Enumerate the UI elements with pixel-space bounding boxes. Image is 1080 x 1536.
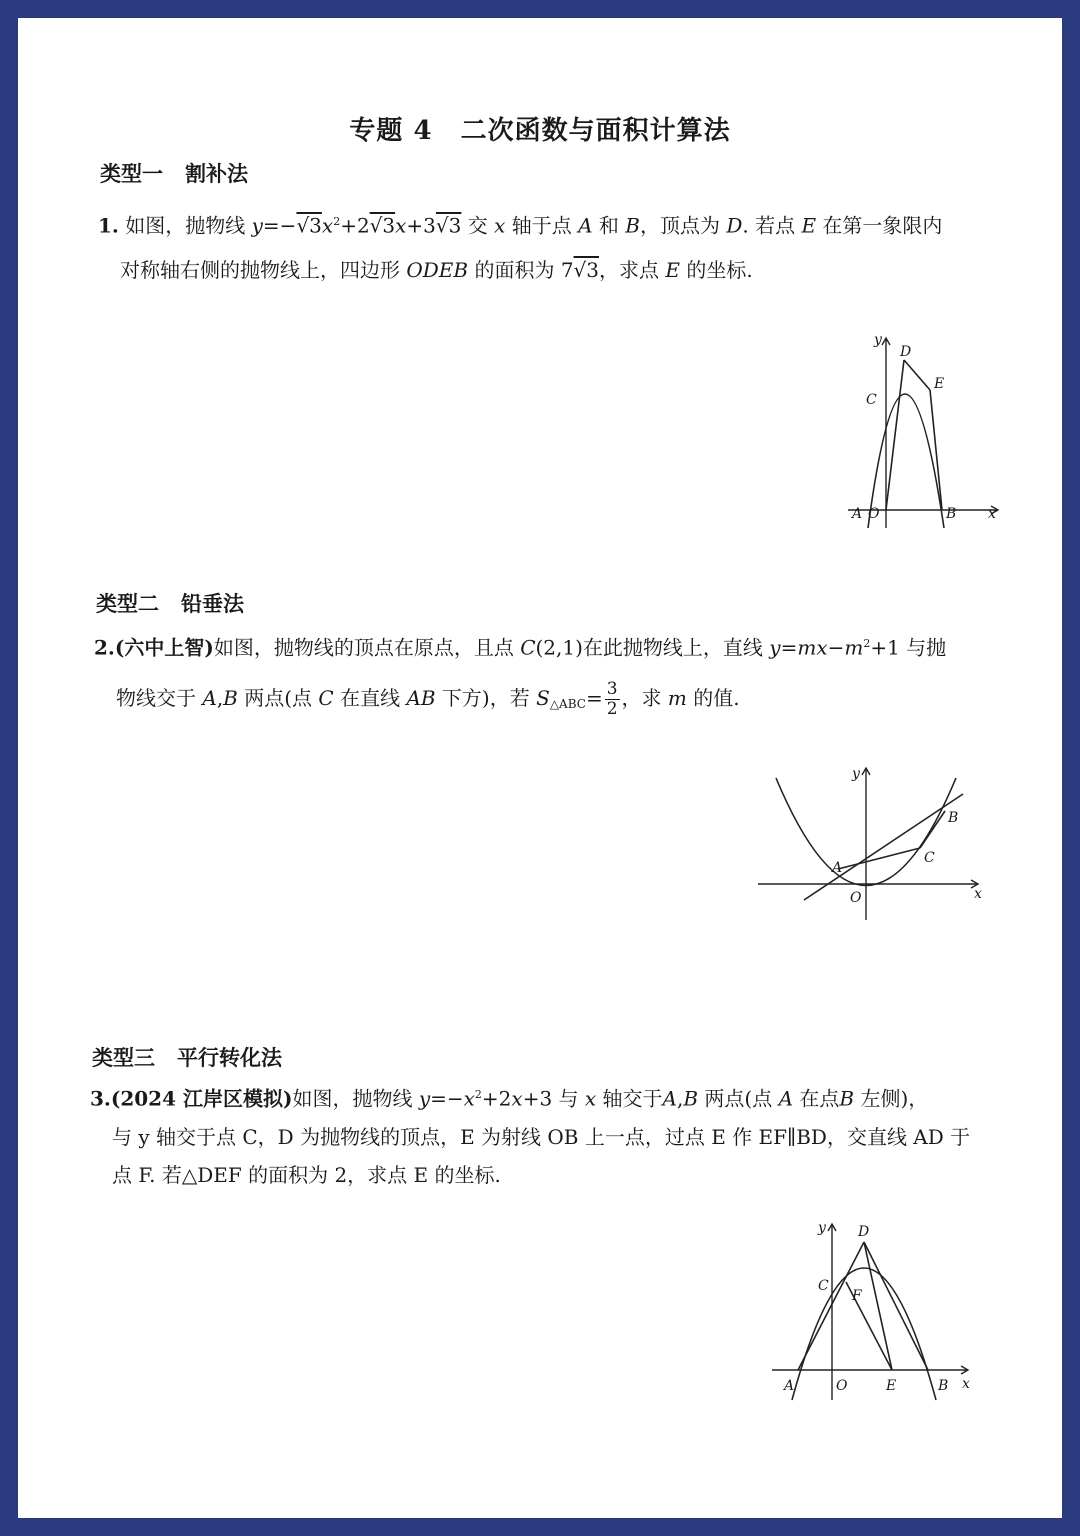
parabola-curve xyxy=(792,1268,936,1400)
page-title xyxy=(18,110,1062,147)
problem-text: 轴于点 xyxy=(505,213,579,238)
problem-2-line-1: 2.(六中上智)如图，抛物线的顶点在原点，且点 C(2,1)在此抛物线上，直线 $y=mx-m^2+1$ 与抛 xyxy=(94,635,947,660)
label-o: O xyxy=(868,506,880,522)
segment-ac xyxy=(838,848,920,869)
problem-3-line-1: 3.(2024 江岸区模拟)如图，抛物线 $y=-x^2+2x+3$ 与 x 轴交于A,B 两点(点 A 在点B 左侧)， xyxy=(90,1086,929,1111)
problem-text: ，顶点为 xyxy=(639,213,727,238)
problem-text: ，求 xyxy=(621,685,668,710)
label-c: C xyxy=(924,850,935,866)
label-c: C xyxy=(866,392,877,408)
problem-text: 下方)，若 xyxy=(435,685,537,710)
section-name: 割补法 xyxy=(185,162,248,186)
label-d: D xyxy=(858,1224,870,1240)
line-ad xyxy=(798,1242,864,1370)
problem-number: 1. xyxy=(98,213,119,238)
section-label: 类型一 xyxy=(100,162,163,186)
figure-2-parabola xyxy=(748,748,998,928)
section-name: 平行转化法 xyxy=(177,1046,282,1070)
segment-de xyxy=(904,360,930,390)
label-o: O xyxy=(836,1378,848,1394)
title-name: 二次函数与面积计算法 xyxy=(460,116,731,146)
problem-text: 对称轴右侧的抛物线上，四边形 xyxy=(120,257,407,282)
problem-text: 和 xyxy=(592,213,626,238)
figure-3-parabola xyxy=(768,1218,988,1418)
label-a: A xyxy=(784,1378,795,1394)
problem-text: . 若点 xyxy=(742,213,802,238)
label-e: E xyxy=(934,376,945,392)
problem-text: 两点(点 xyxy=(698,1086,779,1111)
problem-3 xyxy=(90,1076,970,1194)
problem-text: 物线交于 xyxy=(116,685,203,710)
segment-cb xyxy=(920,811,945,848)
problem-3-line-2: 与 y 轴交于点 C，D 为抛物线的顶点，E 为射线 OB 上一点，过点 E 作 EF∥BD，交直线 AD 于 xyxy=(112,1124,971,1149)
label-f: F xyxy=(852,1288,862,1304)
problem-number: 3. xyxy=(90,1086,111,1111)
section-heading-2 xyxy=(96,588,244,618)
document-page xyxy=(18,18,1062,1518)
problem-text: 与 xyxy=(552,1086,585,1111)
problem-source: (六中上智) xyxy=(114,635,214,660)
title-topic: 专题 4 xyxy=(349,116,433,146)
problem-text: 如图，抛物线 xyxy=(292,1086,419,1111)
label-c: C xyxy=(818,1278,829,1294)
segment-de xyxy=(864,1242,892,1370)
problem-text: 两点(点 xyxy=(237,685,319,710)
problem-source: (2024 江岸区模拟) xyxy=(110,1086,293,1111)
section-name: 铅垂法 xyxy=(181,592,244,616)
problem-text: 与抛 xyxy=(899,635,947,660)
problem-1-line-2: 对称轴右侧的抛物线上，四边形 ODEB 的面积为 7√3，求点 E 的坐标. xyxy=(120,257,753,282)
problem-text: 的坐标. xyxy=(679,257,753,282)
label-b: B xyxy=(948,810,959,826)
label-b: B xyxy=(946,506,957,522)
figure-1-parabola xyxy=(838,318,1018,538)
label-x: x xyxy=(962,1376,970,1392)
problem-2 xyxy=(94,622,974,732)
problem-text: 在直线 xyxy=(333,685,407,710)
problem-text: 的值. xyxy=(686,685,740,710)
problem-2-line-2: 物线交于 A,B 两点(点 C 在直线 AB 下方)，若 $S_{\triangle ABC}=$ $\frac{3}{2}$ ，求 m 的值. xyxy=(116,678,740,719)
fraction xyxy=(605,680,620,719)
problem-text: 轴交于 xyxy=(596,1086,663,1111)
section-label: 类型二 xyxy=(96,592,159,616)
problem-text: 在第一象限内 xyxy=(816,213,943,238)
problem-text: (2,1)在此抛物线上，直线 xyxy=(535,635,770,660)
problem-text: ，求点 xyxy=(599,257,666,282)
fraction-numerator: 3 xyxy=(606,678,618,699)
section-heading-1 xyxy=(100,158,248,188)
label-y: y xyxy=(818,1220,826,1236)
problem-1-line-1: 1. 如图，抛物线 $y=-√3x^2+2√3x+3√3$ 交 x 轴于点 A 和 B，顶点为 D. 若点 E 在第一象限内 xyxy=(98,213,943,238)
problem-text: 的面积为 xyxy=(468,257,561,282)
section-heading-3 xyxy=(92,1042,282,1072)
label-a: A xyxy=(852,506,863,522)
label-x: x xyxy=(988,506,996,522)
fraction-denominator: 2 xyxy=(606,698,618,719)
problem-1 xyxy=(98,200,978,292)
problem-text: 如图，抛物线的顶点在原点，且点 xyxy=(213,635,521,660)
problem-number: 2. xyxy=(94,635,115,660)
segment-db xyxy=(864,1242,928,1370)
problem-text: 在点 xyxy=(793,1086,840,1111)
label-b: B xyxy=(938,1378,949,1394)
label-y: y xyxy=(874,332,882,348)
label-x: x xyxy=(974,886,982,902)
problem-3-line-3: 点 F. 若△DEF 的面积为 2，求点 E 的坐标. xyxy=(112,1162,501,1187)
problem-text: 交 xyxy=(461,213,495,238)
label-a: A xyxy=(832,860,843,876)
problem-text: 左侧)， xyxy=(854,1086,929,1111)
label-o: O xyxy=(850,890,862,906)
problem-text: 如图，抛物线 xyxy=(125,213,252,238)
section-label: 类型三 xyxy=(92,1046,155,1070)
label-y: y xyxy=(852,766,860,782)
label-d: D xyxy=(900,344,912,360)
label-e: E xyxy=(886,1378,897,1394)
segment-eb xyxy=(930,390,942,510)
segment-od xyxy=(886,360,904,510)
